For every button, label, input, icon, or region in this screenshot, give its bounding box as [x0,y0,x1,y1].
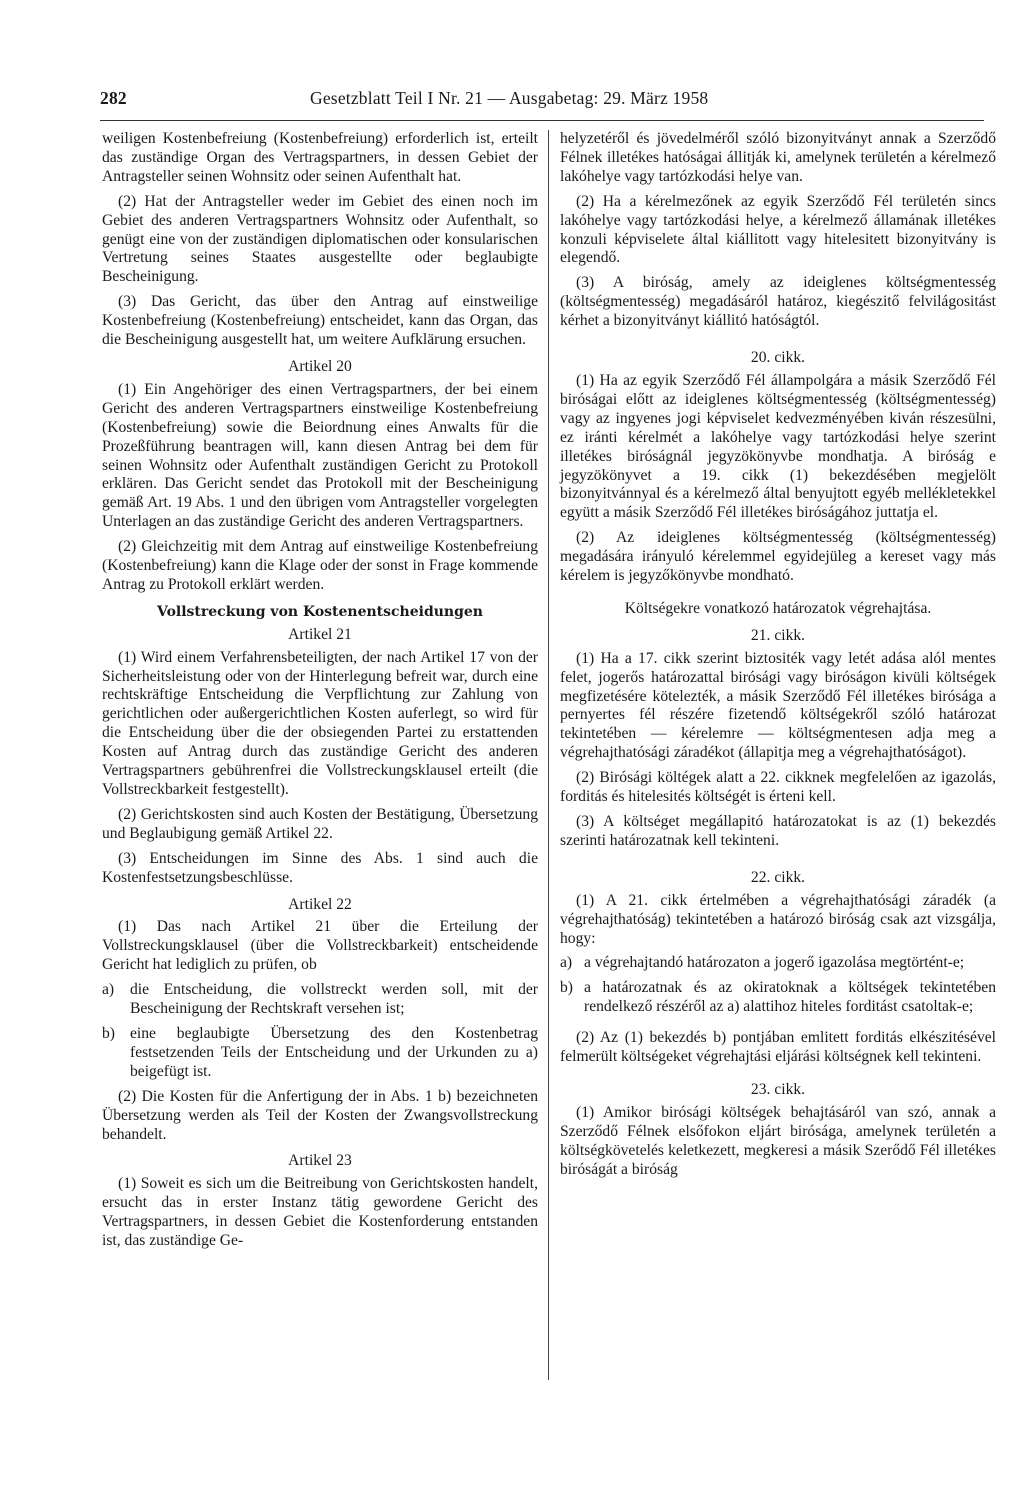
paragraph: (3) Entscheidungen im Sinne des Abs. 1 sind auch die Kostenfestsetzungsbeschlüsse. [102,849,538,886]
article-heading: Artikel 20 [288,357,352,375]
list-item [560,954,996,973]
paragraph: weiligen Kostenbefreiung (Kostenbefreiung) erforderlich ist, erteilt das zuständige Organ des Vertragspartners, in dessen Gebiet der Antragsteller seinen Wohnsitz oder seinen Aufenthalt hat. [102,130,538,185]
article-heading: Artikel 22 [288,895,352,913]
article-heading: 22. cikk. [750,868,806,886]
page-number: 282 [100,88,127,108]
section-heading: Költségekre vonatkozó határozatok végrehajtása. [624,599,932,617]
paragraph: (3) A költséget megállapitó határozatokat is az (1) bekezdés szerinti határozatnak kell tekinteni. [560,813,996,849]
list-item [560,979,996,1017]
paragraph: (2) Az ideiglenes költségmentesség (költségmentesség) megadására irányuló kérelemmel egyidejüleg a kereset vagy más kérelem is jegyzőkönyvbe mondható. [560,529,996,585]
article-heading: Artikel 23 [288,1152,352,1170]
list-item-label: a) [102,981,115,999]
paragraph: (1) Ha a 17. cikk szerint biztositék vagy letét adása alól mentes felet, jogerős határozattal birósági vagy biróságon kivüli költségek megfizetésére kötelezték, a másik Szerződő Fél illetékes birósága a pernyertes fél részére fizetendő költségekről szóló határozat tekintetében — kérelemre — költségmentesen adja meg a végrehajthatósági záradékot (állapitja meg a végrehajthatóságot). [560,649,996,762]
list-item [102,1025,538,1082]
column-divider [548,130,549,1380]
german-column [102,130,538,1257]
section-heading: Vollstreckung von Kostenentscheidungen [157,603,483,620]
paragraph: helyzetéről és jövedelméről szóló bizonyitványt annak a Szerződő Félnek illetékes hatóságai állitják ki, amelynek területén a kérelmező lakóhelye vagy tartózkodási helye van. [560,130,996,185]
list-item [102,981,538,1019]
paragraph: (1) Soweit es sich um die Beitreibung von Gerichtskosten handelt, ersucht das in erster Instanz tätig gewordene Gericht des Vertragspartners, in dessen Gebiet die Kostenforderung entstanden ist, das zuständige Ge- [102,1175,538,1250]
paragraph: (1) Ha az egyik Szerződő Fél állampolgára a másik Szerződő Fél biróságai előtt az ideiglenes költségmentesség (költségmentesség) vagy az ingyenes jogi képviselet kedvezményében kiván részesülni, ez iránti kérelmét a lakóhelye vagy tartózkodási helye szerint illetékes biróságnál jegyzökönyvbe mondhatja. A biróság e jegyzökönyvet a 19. cikk (1) bekezdésében megjelölt bizonyitvánnyal és a kérelmező által benyujtott egyéb mellékletekkel együtt a másik Szerződő Fél illetékes biróságához juttatja el. [560,371,996,522]
paragraph: (1) Das nach Artikel 21 über die Erteilung der Vollstreckungsklausel (über die Vollstreckbarkeit) entscheidende Gericht hat lediglich zu prüfen, ob [102,918,538,974]
article-heading: 23. cikk. [750,1080,806,1098]
paragraph: (1) Amikor birósági költségek behajtásáról van szó, annak a Szerződő Félnek elsőfokon eljárt birósága, amelynek területén a költségkövetelés keletkezett, megkeresi a másik Szerődő Fél illetékes biróságát a biróság [560,1103,996,1178]
paragraph: (2) Die Kosten für die Anfertigung der in Abs. 1 b) bezeichneten Übersetzung werden als Teil der Kosten der Zwangsvollstreckung behandelt. [102,1087,538,1143]
paragraph: (1) A 21. cikk értelmében a végrehajthatósági záradék (a végrehajthatóság) tekintetében a határozó biróság csak azt vizsgálja, hogy: [560,891,996,947]
article-heading: Artikel 21 [288,625,352,643]
list-item-text: die Entscheidung, die vollstreckt werden soll, mit der Bescheinigung der Rechtskraft versehen ist; [130,981,538,1018]
page-header [100,88,984,118]
paragraph: (3) Das Gericht, das über den Antrag auf einstweilige Kostenbefreiung (Kostenbefreiung) entscheidet, kann das Organ, das die Bescheinigung ausgestellt hat, um weitere Aufklärung ersuchen. [102,293,538,349]
paragraph: (2) Gleichzeitig mit dem Antrag auf einstweilige Kostenbefreiung (Kostenbefreiung) kann die Klage oder der sonst in Frage kommende Antrag zu Protokoll erklärt werden. [102,538,538,593]
paragraph: (2) Gerichtskosten sind auch Kosten der Bestätigung, Übersetzung und Beglaubigung gemäß Artikel 22. [102,805,538,842]
list-item-label: a) [560,954,573,972]
article-heading: 20. cikk. [750,349,806,367]
list-item-text: a végrehajtandó határozaton a jogerő igazolása megtörtént-e; [584,954,965,972]
list-item-text: a határozatnak és az okiratoknak a költségek tekintetében rendelkező részéről az a) alattihoz hiteles forditást csatoltak-e; [584,979,996,1016]
article-heading: 21. cikk. [750,626,806,644]
paragraph: (3) A biróság, amely az ideiglenes költségmentesség (költségmentesség) megadásáról határoz, kiegészitő felvilágositást kérhet a bizonyitványt kiállitó hatóságtól. [560,274,996,330]
paragraph: (2) Birósági költégek alatt a 22. cikknek megfelelően az igazolás, forditás és hitelesités költségét is érteni kell. [560,769,996,806]
running-title: Gesetzblatt Teil I Nr. 21 — Ausgabetag: 29. März 1958 [310,88,709,108]
list-item-text: eine beglaubigte Übersetzung des den Kostenbetrag festsetzenden Teils der Entscheidung und der Urkunden zu a) beigefügt ist. [130,1024,538,1080]
paragraph: (1) Ein Angehöriger des einen Vertragspartners, der bei einem Gericht des anderen Vertragspartners einstweilige Kostenbefreiung (Kostenbefreiung) sowie die Beiordnung eines Anwalts für die Prozeßführung beantragen will, kann diesen Antrag bei dem für seinen Wohnsitz oder Aufenthalt zuständigen Gericht zu Protokoll erklären. Das Gericht sendet das Protokoll mit der Bescheinigung gemäß Art. 19 Abs. 1 und den übrigen vom Antragsteller vorgelegten Unterlagen an das zuständige Gericht des anderen Vertragspartners. [102,380,538,531]
hungarian-column [560,130,996,1186]
list-item-label: b) [102,1024,115,1042]
list-item-label: b) [560,979,573,997]
paragraph: (2) Ha a kérelmezőnek az egyik Szerződő Fél területén sincs lakóhelye vagy tartózkodási helye, a kérelmező államának illetékes konzuli képviselete által kiállitott vagy hitelesitett bizonyitvány is elegendő. [560,192,996,267]
header-rule [100,120,984,121]
paragraph: (2) Az (1) bekezdés b) pontjában emlitett forditás elkészitésével felmerült költségeket végrehajtási eljárási költségnek kell tekinteni. [560,1029,996,1066]
paragraph: (2) Hat der Antragsteller weder im Gebiet des einen noch im Gebiet des anderen Vertragspartners Wohnsitz oder Aufenthalt, so genügt eine von der zuständigen diplomatischen oder konsularischen Vertretung seines Staates ausgestellte oder beglaubigte Bescheinigung. [102,192,538,286]
paragraph: (1) Wird einem Verfahrensbeteiligten, der nach Artikel 17 von der Sicherheitsleistung oder von der Hinterlegung befreit war, durch eine rechtskräftige Entscheidung die Verpflichtung zur Zahlung von gerichtlichen oder außergerichtlichen Kosten auferlegt, so wird für die Entscheidung über die der obsiegenden Partei zu erstattenden Kosten auf Antrag durch das zuständige Gericht des anderen Vertragspartners gebührenfrei die Vollstreckungsklausel erteilt (die Vollstreckbarkeit festgestellt). [102,648,538,798]
